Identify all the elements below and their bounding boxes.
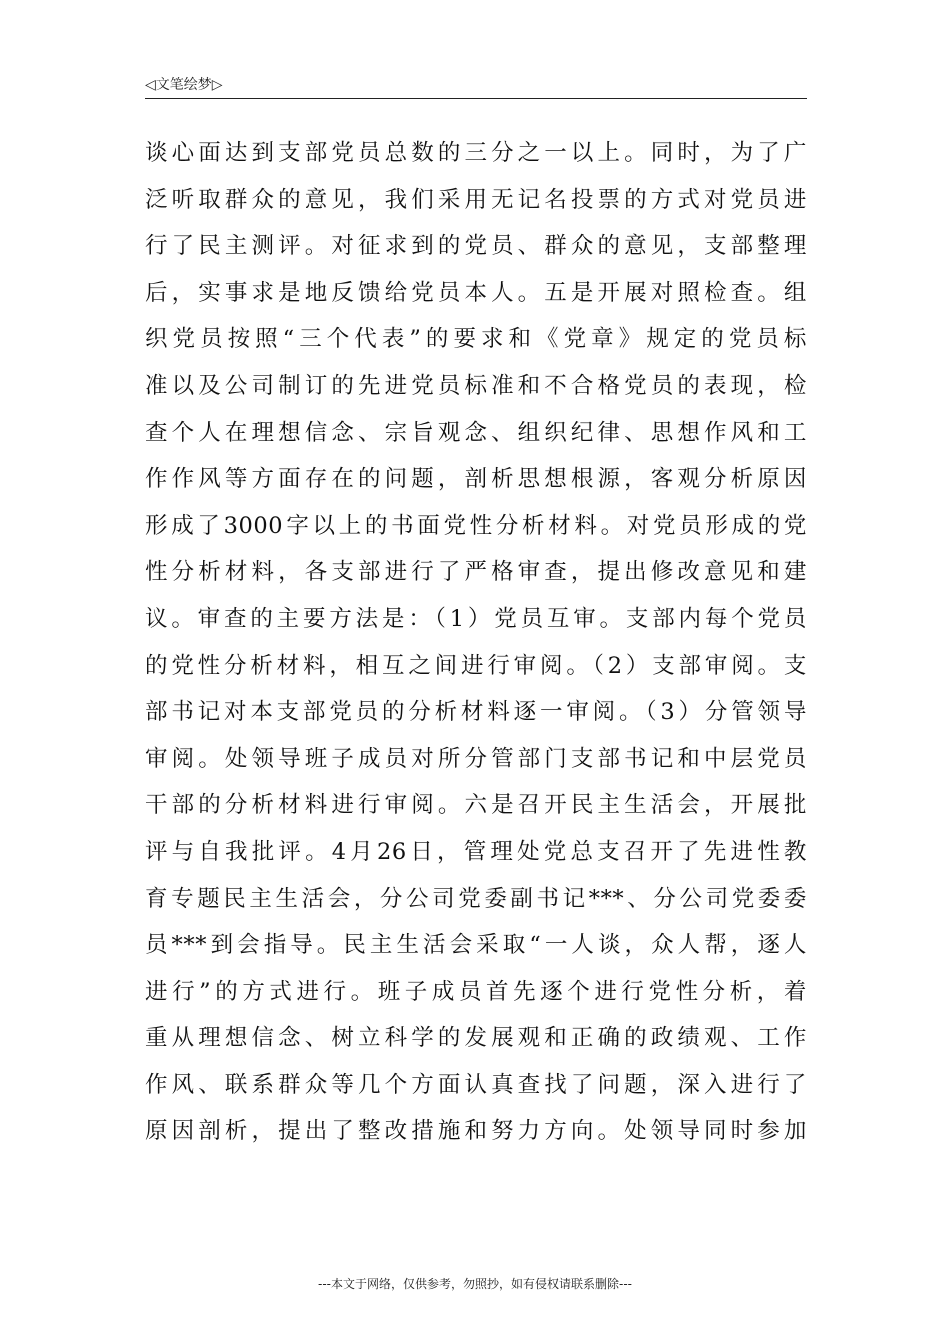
body-line: 织党员按照“三个代表”的要求和《党章》规定的党员标: [145, 326, 807, 353]
body-line: 性分析材料，各支部进行了严格审查，提出修改意见和建: [145, 559, 807, 586]
page-header: [145, 72, 807, 99]
body-line: 作作风等方面存在的问题，剖析思想根源，客观分析原因: [145, 466, 807, 493]
body-line: 谈心面达到支部党员总数的三分之一以上。同时，为了广: [145, 140, 807, 166]
body-line: 行了民主测评。对征求到的党员、群众的意见，支部整理: [145, 233, 807, 260]
body-line: 后，实事求是地反馈给党员本人。五是开展对照检查。组: [145, 279, 807, 306]
body-line: 形成了3000字以上的书面党性分析材料。对党员形成的党: [145, 512, 807, 539]
body-line: 查个人在理想信念、宗旨观念、组织纪律、思想作风和工: [145, 419, 807, 446]
body-line: 议。审查的主要方法是：（1）党员互审。支部内每个党员: [145, 605, 807, 632]
page-footer-disclaimer: ---本文于网络，仅供参考，勿照抄，如有侵权请联系删除---: [318, 1277, 632, 1291]
body-line: 原因剖析，提出了整改措施和努力方向。处领导同时参加: [145, 1118, 807, 1145]
body-line: 重从理想信念、树立科学的发展观和正确的政绩观、工作: [145, 1025, 807, 1052]
body-line: 准以及公司制订的先进党员标准和不合格党员的表现，检: [145, 372, 807, 399]
body-line: 的党性分析材料，相互之间进行审阅。（2）支部审阅。支: [145, 652, 807, 679]
body-line: 干部的分析材料进行审阅。六是召开民主生活会，开展批: [145, 792, 807, 819]
body-line: 审阅。处领导班子成员对所分管部门支部书记和中层党员: [145, 745, 807, 772]
body-line: 评与自我批评。4月26日，管理处党总支召开了先进性教: [145, 838, 807, 865]
body-line: 进行”的方式进行。班子成员首先逐个进行党性分析，着: [145, 978, 807, 1005]
document-body: [145, 130, 807, 1155]
body-line: 部书记对本支部党员的分析材料逐一审阅。（3）分管领导: [145, 699, 807, 726]
body-line: 员***到会指导。民主生活会采取“一人谈，众人帮，逐人: [145, 932, 807, 959]
body-line: 作风、联系群众等几个方面认真查找了问题，深入进行了: [145, 1071, 807, 1098]
body-line: 泛听取群众的意见，我们采用无记名投票的方式对党员进: [145, 186, 807, 213]
body-line: 育专题民主生活会，分公司党委副书记***、分公司党委委: [145, 885, 807, 912]
header-title: ◁文笔绘梦▷: [145, 77, 223, 93]
